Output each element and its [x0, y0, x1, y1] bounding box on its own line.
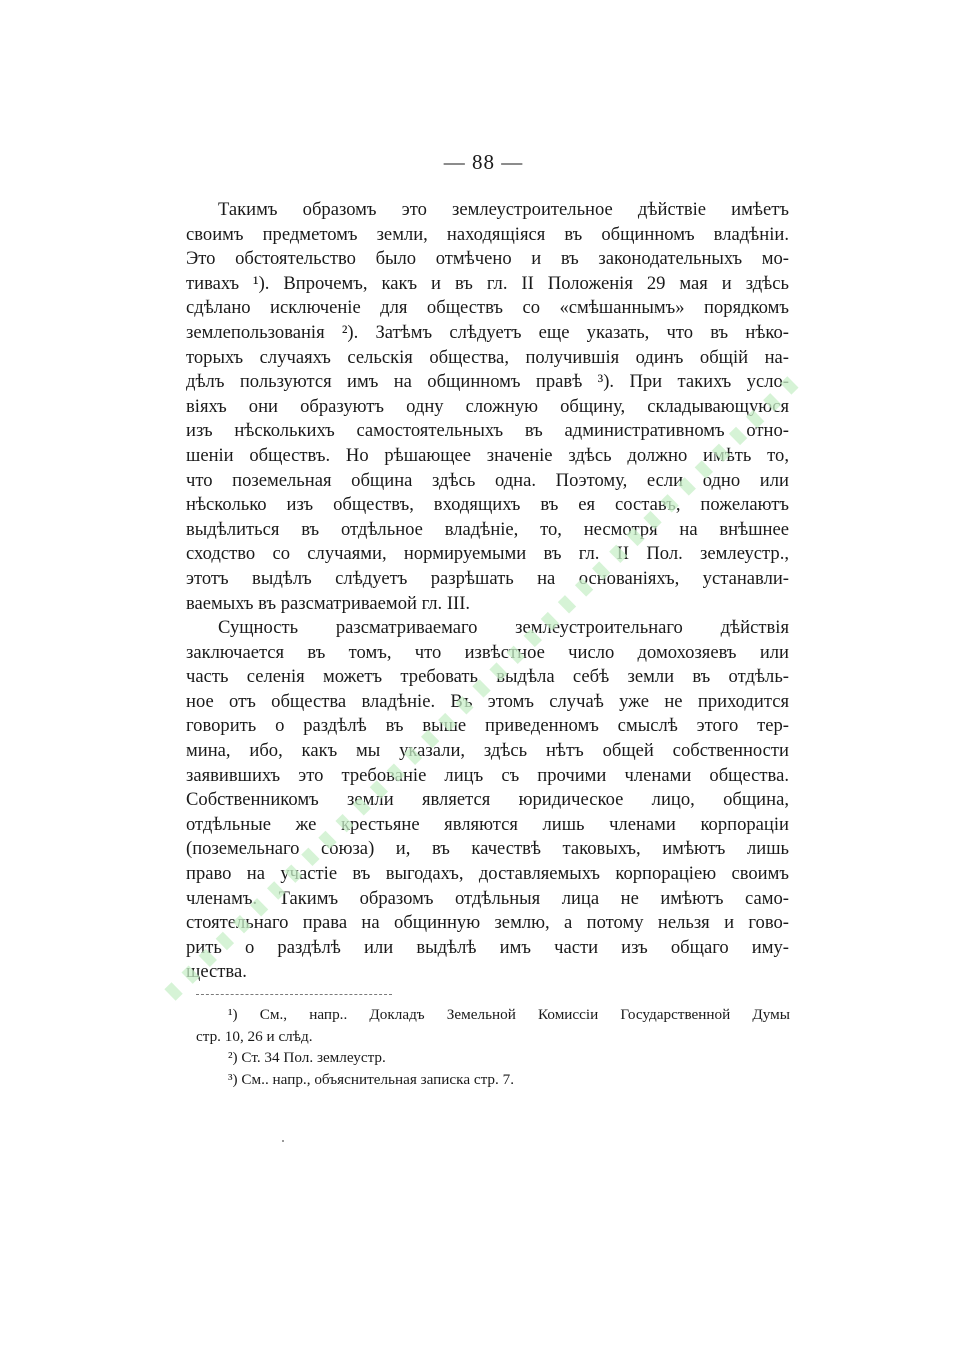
text-line: заключается въ томъ, что извѣстное число домохозяевъ или	[186, 641, 789, 663]
text-line: изъ нѣсколькихъ самостоятельныхъ въ административномъ отно-	[186, 420, 789, 442]
page-number: — 88 —	[443, 150, 524, 174]
text-line: мина, ибо, какъ мы указали, здѣсь нѣтъ общей собственности	[186, 740, 789, 762]
text-line: своимъ предметомъ земли, находящіяся въ общинномъ владѣніи.	[186, 223, 789, 245]
text-line: ное отъ общества владѣніе. Въ этомъ случаѣ уже не приходится	[186, 690, 789, 712]
text-line: (поземельнаго союза) и, въ качествѣ таковыхъ, имѣютъ лишь	[186, 838, 789, 860]
text-line: рить о раздѣлѣ или выдѣлѣ имъ части изъ общаго иму-	[186, 936, 789, 958]
main-text	[186, 198, 789, 985]
text-line: Собственникомъ земли является юридическое лицо, община,	[186, 789, 789, 811]
text-line: Такимъ образомъ это землеустроительное дѣйствіе имѣетъ	[218, 199, 789, 220]
text-line: заявившихъ это требованіе лицъ съ прочими членами общества.	[186, 764, 789, 786]
text-line: сдѣлано исключеніе для обществъ со «смѣшаннымъ» порядкомъ	[186, 297, 789, 319]
text-line: шеніи обществъ. Но рѣшающее значеніе здѣсь должно имѣть то,	[186, 444, 789, 466]
text-line: ваемыхъ въ разсматриваемой гл. III.	[186, 592, 471, 614]
text-line: сходство со случаями, нормируемыми въ гл. II Пол. землеустр.,	[186, 543, 789, 565]
footnote: ¹) См., напр.. Докладъ Земельной Комиссіи Государственной Думы	[228, 1006, 790, 1023]
text-line: членамъ. Такимъ образомъ отдѣльныя лица не имѣютъ само-	[186, 887, 789, 909]
text-line: землепользованія ²). Затѣмъ слѣдуетъ еще указать, что въ нѣко-	[186, 321, 789, 343]
text-line: щества.	[186, 961, 247, 983]
footnote: ³) См.. напр., объяснительная записка стр. 7.	[228, 1070, 514, 1088]
footnote-divider	[196, 994, 392, 995]
text-line: этотъ выдѣлъ слѣдуетъ разрѣшать на основаніяхъ, устанавли-	[186, 567, 789, 589]
text-line: право на участіе въ выгодахъ, доставляемыхъ корпораціею своимъ	[186, 863, 789, 885]
text-line: говорить о раздѣлѣ въ выше приведенномъ смыслѣ этого тер-	[186, 715, 789, 737]
text-line: тивахъ ¹). Впрочемъ, какъ и въ гл. II Положенія 29 мая и здѣсь	[186, 272, 789, 294]
text-line: отдѣльные же крестьяне являются лишь членами корпораціи	[186, 813, 789, 835]
text-line: что поземельная община здѣсь одна. Поэтому, если одно или	[186, 469, 789, 491]
footnote: ²) Ст. 34 Пол. землеустр.	[228, 1049, 386, 1066]
text-line: Сущность разсматриваемаго землеустроительнаго дѣйствія	[218, 617, 789, 639]
text-line: нѣсколько изъ обществъ, входящихъ въ ея составъ, пожелаютъ	[186, 494, 789, 516]
text-line: дѣлъ пользуются имъ на общинномъ правѣ ³). При такихъ усло-	[186, 371, 789, 393]
text-line: торыхъ случаяхъ сельскія общества, получившія одинъ общій на-	[186, 346, 789, 368]
text-line: віяхъ они образуютъ одну сложную общину, складывающуюся	[186, 395, 789, 417]
text-line: стоятельнаго права на общинную землю, а потому нельзя и гово-	[186, 912, 789, 934]
scan-speck	[282, 1140, 284, 1142]
footnotes	[196, 1004, 790, 1090]
text-line: выдѣлиться въ отдѣльное владѣніе, то, несмотря на внѣшнее	[186, 518, 789, 540]
text-line: часть селенія можетъ требовать выдѣла себѣ земли въ отдѣль-	[186, 666, 789, 688]
footnote-continuation: стр. 10, 26 и слѣд.	[196, 1027, 313, 1045]
text-line: Это обстоятельство было отмѣчено и въ законодательныхъ мо-	[186, 248, 789, 270]
